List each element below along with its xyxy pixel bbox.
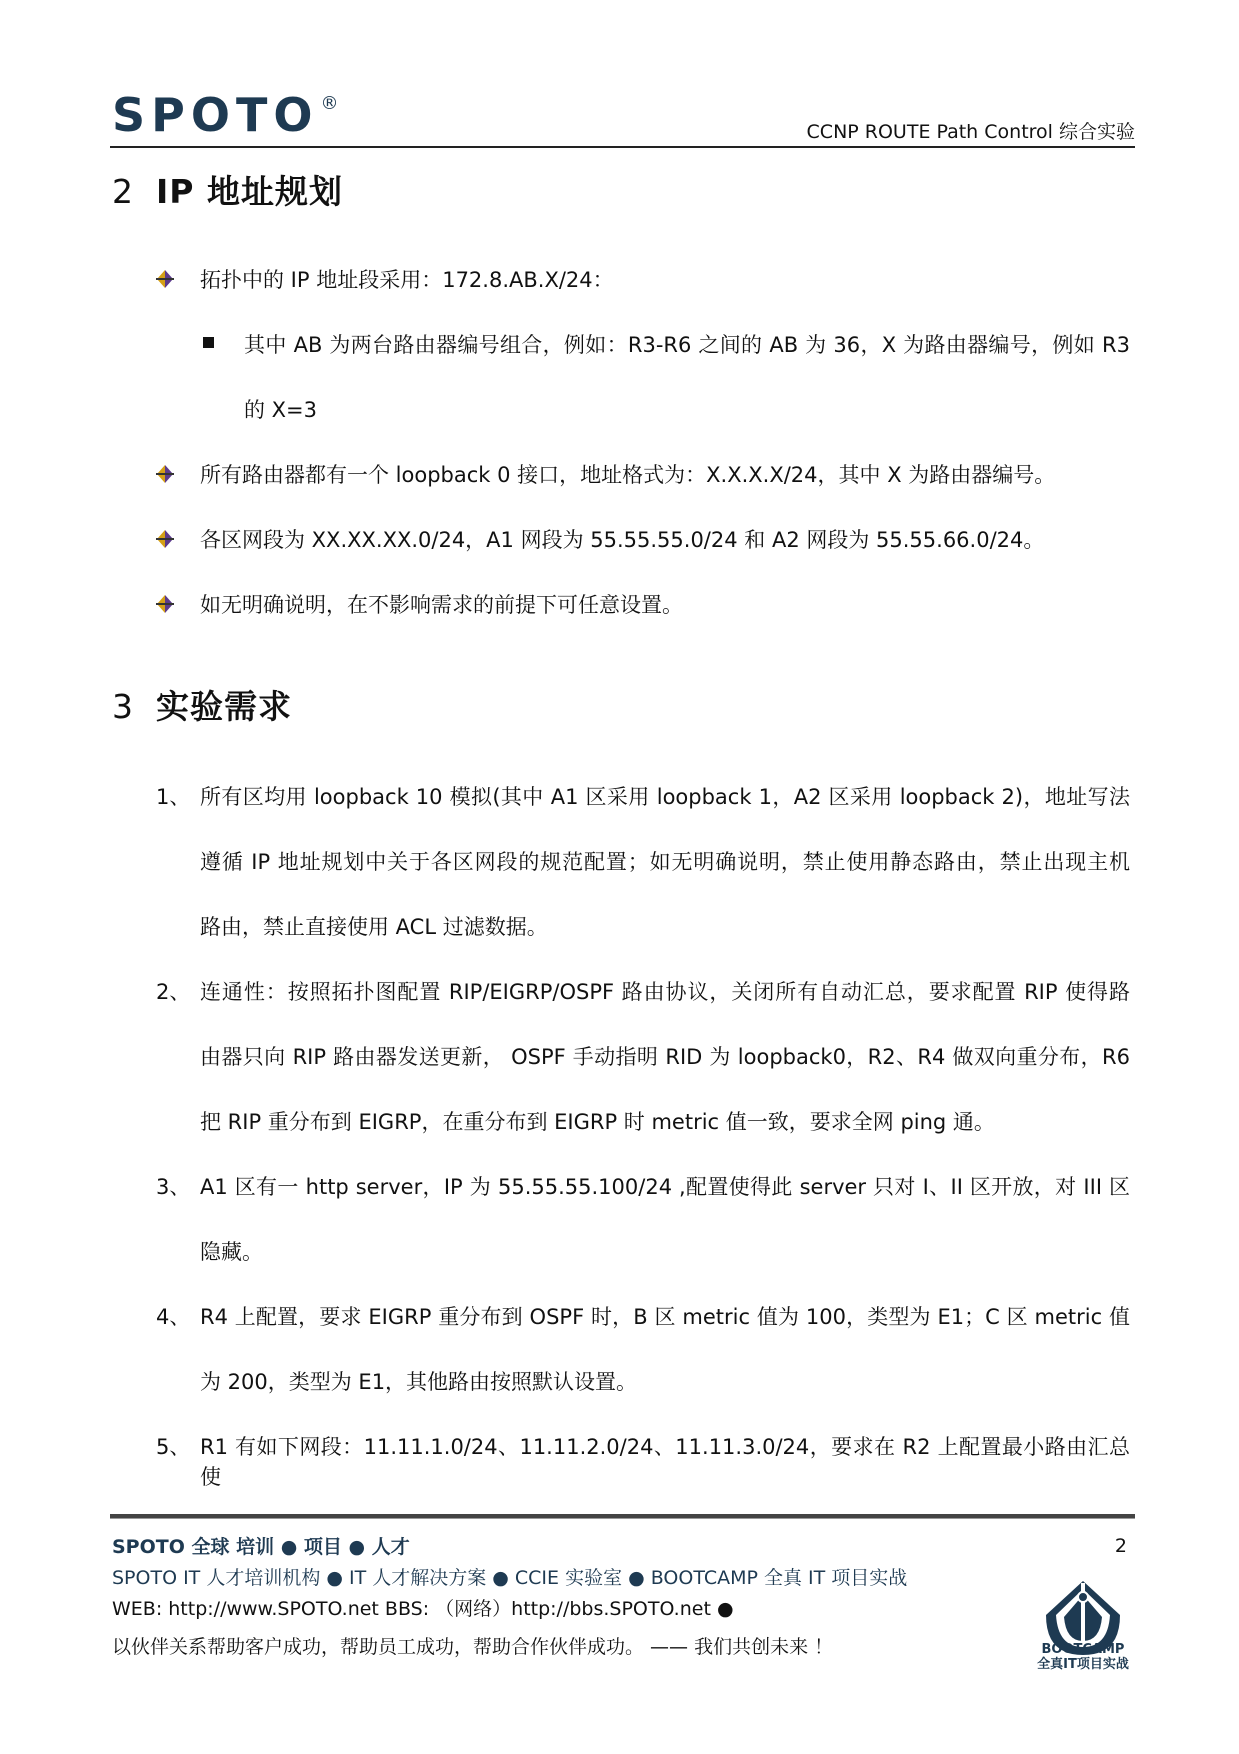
logo-text: SPOTO	[112, 88, 319, 142]
numbered-item-label: 3、	[156, 1175, 191, 1199]
bootcamp-badge-text	[1028, 1642, 1138, 1672]
footer-links: WEB: http://www.SPOTO.net BBS: （网络）http://bbs.SPOTO.net ●	[112, 1598, 734, 1620]
numbered-item-line: 路由，禁止直接使用 ACL 过滤数据。	[200, 915, 548, 939]
numbered-item-line: 遵循 IP 地址规划中关于各区网段的规范配置；如无明确说明，禁止使用静态路由，禁止出现主机	[200, 850, 1130, 874]
list-item: 拓扑中的 IP 地址段采用：172.8.AB.X/24：	[200, 268, 614, 292]
numbered-item-line: 为 200，类型为 E1，其他路由按照默认设置。	[200, 1370, 638, 1394]
badge-line: BOOTCAMP	[1041, 1642, 1125, 1657]
list-item: 所有路由器都有一个 loopback 0 接口，地址格式为：X.X.X.X/24，其中 X 为路由器编号。	[200, 463, 1056, 487]
header-title: CCNP ROUTE Path Control 综合实验	[806, 121, 1135, 143]
numbered-item-label: 2、	[156, 980, 191, 1004]
badge-line: 全真IT项目实战	[1037, 1657, 1129, 1672]
section-3-heading	[112, 681, 292, 728]
page-number: 2	[1114, 1535, 1127, 1557]
registered-mark: ®	[320, 93, 339, 114]
numbered-item-line: R1 有如下网段：11.11.1.0/24、11.11.2.0/24、11.11.3.0/24，要求在 R2 上配置最小路由汇总使	[200, 1435, 1130, 1489]
footer-divider	[110, 1514, 1135, 1519]
section-number: 3	[112, 687, 134, 726]
sub-list-item-line: 其中 AB 为两台路由器编号组合，例如：R3-R6 之间的 AB 为 36，X 为路由器编号，例如 R3	[244, 333, 1130, 357]
numbered-item-line: R4 上配置，要求 EIGRP 重分布到 OSPF 时，B 区 metric 值为 100，类型为 E1；C 区 metric 值	[200, 1305, 1130, 1329]
arrow-bullet-icon	[154, 268, 176, 290]
numbered-item-label: 4、	[156, 1305, 191, 1329]
numbered-item-label: 5、	[156, 1435, 191, 1459]
numbered-item-line: 把 RIP 重分布到 EIGRP，在重分布到 EIGRP 时 metric 值一致，要求全网 ping 通。	[200, 1110, 995, 1134]
section-2-heading	[112, 166, 343, 213]
square-bullet-icon	[203, 337, 214, 348]
header-divider	[110, 146, 1135, 148]
numbered-item-line: 由器只向 RIP 路由器发送更新， OSPF 手动指明 RID 为 loopback0，R2、R4 做双向重分布，R6	[200, 1045, 1130, 1069]
numbered-item-label: 1、	[156, 785, 191, 809]
numbered-item-line: 隐藏。	[200, 1240, 263, 1264]
list-item: 如无明确说明，在不影响需求的前提下可任意设置。	[200, 593, 683, 617]
spoto-logo	[112, 88, 339, 142]
list-item: 各区网段为 XX.XX.XX.0/24，A1 网段为 55.55.55.0/24 和 A2 网段为 55.55.66.0/24。	[200, 528, 1045, 552]
arrow-bullet-icon	[154, 463, 176, 485]
footer-slogan: SPOTO 全球 培训 ● 项目 ● 人才	[112, 1536, 410, 1558]
sub-list-item-line: 的 X=3	[244, 398, 318, 422]
arrow-bullet-icon	[154, 593, 176, 615]
footer-motto: 以伙伴关系帮助客户成功，帮助员工成功，帮助合作伙伴成功。 —— 我们共创未来 ！	[112, 1636, 834, 1658]
section-number: 2	[112, 172, 134, 211]
footer-services: SPOTO IT 人才培训机构 ● IT 人才解决方案 ● CCIE 实验室 ● BOOTCAMP 全真 IT 项目实战	[112, 1567, 908, 1589]
section-title: IP 地址规划	[156, 172, 343, 211]
numbered-item-line: 所有区均用 loopback 10 模拟(其中 A1 区采用 loopback 1，A2 区采用 loopback 2)，地址写法	[200, 785, 1130, 809]
arrow-bullet-icon	[154, 528, 176, 550]
numbered-item-line: 连通性：按照拓扑图配置 RIP/EIGRP/OSPF 路由协议，关闭所有自动汇总，要求配置 RIP 使得路	[200, 980, 1130, 1004]
section-title: 实验需求	[156, 687, 292, 726]
numbered-item-line: A1 区有一 http server，IP 为 55.55.55.100/24 ,配置使得此 server 只对 I、II 区开放，对 III 区	[200, 1175, 1130, 1199]
